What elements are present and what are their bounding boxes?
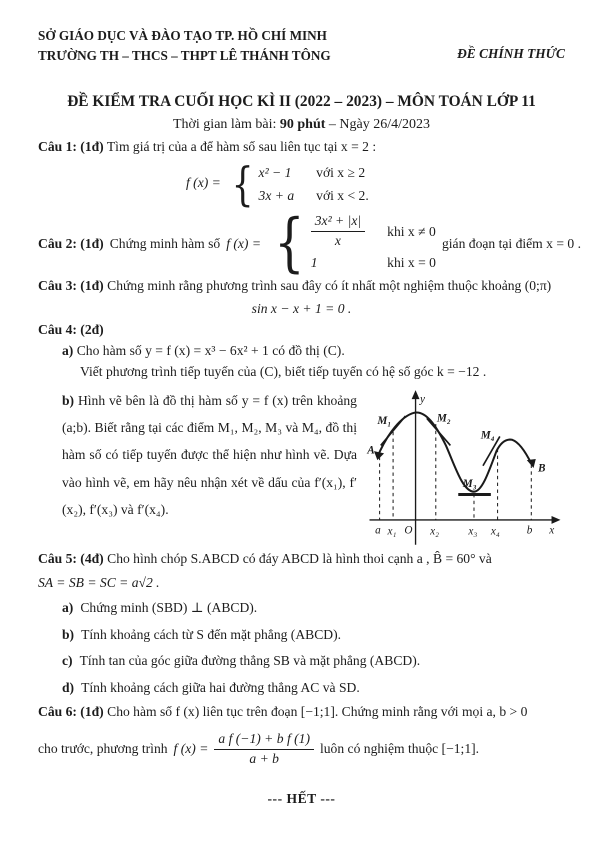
item-b-marker: b) [62, 392, 75, 408]
school-name: TRƯỜNG TH – THCS – THPT LÊ THÁNH TÔNG [38, 47, 331, 63]
question-2-tail: gián đoạn tại điểm x = 0 . [441, 235, 582, 251]
case-2-expr: 3x + a [258, 188, 295, 204]
graph-label-M3: M₃ [462, 477, 477, 490]
case-1-cond: khi x ≠ 0 [387, 224, 436, 240]
fraction-denominator: x [334, 233, 341, 249]
exam-type-label: ĐỀ CHÍNH THỨC [457, 45, 565, 61]
question-2-text: Chứng minh hàm số [109, 235, 221, 251]
item-d-marker: d) [62, 679, 75, 695]
time-suffix: – Ngày 26/4/2023 [325, 117, 431, 133]
graph-label-M2: M₂ [436, 412, 451, 425]
function-curve [378, 412, 531, 491]
graph-label-A: A [367, 443, 375, 456]
question-6-formula-line [38, 731, 565, 768]
function-notation: f (x) = [226, 235, 262, 251]
time-prefix: Thời gian làm bài: [172, 117, 280, 133]
graph-label-b: b [526, 523, 533, 536]
end-marker: --- HẾT --- [267, 790, 336, 806]
graph-label-x2: x₂ [430, 525, 440, 538]
question-4a [38, 340, 565, 361]
question-6-text-continued: cho trước, phương trình [38, 741, 168, 757]
left-brace: { [274, 206, 305, 281]
question-5d [38, 675, 565, 702]
exam-title: ĐỀ KIỂM TRA CUỐI HỌC KÌ II (2022 – 2023) – MÔN TOÁN LỚP 11 [67, 92, 536, 110]
graph-label-O: O [404, 523, 413, 536]
question-5c [38, 648, 565, 675]
question-5c-text: Tính tan của góc giữa đường thẳng SB và mặt phẳng (ABCD). [79, 653, 421, 669]
question-4-label-line [38, 319, 565, 340]
question-2-label: Câu 2: (1đ) [38, 235, 104, 251]
question-5-label: Câu 5: (4đ) [38, 550, 104, 566]
question-1-label: Câu 1: (1đ) [38, 139, 104, 155]
question-4b-text: Hình vẽ bên là đồ thị hàm số y = f (x) trên khoảng (a;b). Biết rằng tại các điểm M₁, M₂, M₃ và M₄, đồ thị hàm số có tiếp tuyến được thể hiện như hình vẽ. Dựa vào hình vẽ, em hãy nêu nhận xét về dấu của f′(x₁), f′(x₂), f′(x₃) và f′(x₄). [62, 392, 357, 518]
case-1-expr: x² − 1 [258, 165, 292, 181]
piecewise-function [267, 206, 436, 281]
item-a-marker: a) [62, 343, 74, 359]
graph-label-x: x [549, 523, 555, 536]
question-5a [38, 595, 565, 622]
function-notation: f (x) = [173, 741, 209, 757]
fraction-numerator: a f (−1) + b f (1) [214, 731, 314, 750]
piecewise-function [224, 157, 369, 212]
case-2-expr: 1 [310, 255, 318, 271]
question-4a-continued: Viết phương trình tiếp tuyến của (C), biết tiếp tuyến có hệ số góc k = −12 . [80, 364, 487, 380]
issuer-block [38, 26, 331, 66]
question-6-tail: luôn có nghiệm thuộc [−1;1]. [319, 741, 480, 757]
exam-subtitle [38, 114, 565, 136]
piecewise-cases [311, 213, 436, 273]
item-a-marker: a) [62, 600, 74, 616]
question-4b [38, 387, 565, 547]
left-brace: { [231, 157, 254, 212]
question-5a-text: Chứng minh (SBD) ⊥ (ABCD). [80, 600, 258, 616]
graph-label-M4: M₄ [480, 429, 495, 442]
question-2 [38, 206, 582, 281]
fraction-numerator: 3x² + |x| [311, 213, 365, 232]
question-5-text-line1: Cho hình chóp S.ABCD có đáy ABCD là hình thoi cạnh a , B̂ = 60° và [107, 550, 492, 566]
graph-label-M1: M₁ [377, 414, 392, 427]
y-axis-arrow [412, 390, 420, 399]
question-4-label: Câu 4: (2đ) [38, 322, 104, 338]
item-b-marker: b) [62, 626, 75, 642]
question-5d-text: Tính khoảng cách giữa hai đường thẳng AC và SD. [81, 679, 360, 695]
question-1-formula [186, 157, 565, 212]
graph-label-x4: x₄ [490, 525, 500, 538]
question-4a-text: Cho hàm số y = f (x) = x³ − 6x² + 1 có đồ thị (C). [76, 343, 345, 359]
time-duration: 90 phút [279, 117, 326, 133]
question-5-text-line2: SA = SB = SC = a√2 . [38, 575, 160, 590]
question-6-label: Câu 6: (1đ) [38, 704, 104, 720]
function-graph [365, 389, 565, 547]
graph-label-x3: x₃ [468, 525, 478, 538]
question-5b [38, 622, 565, 649]
graph-label-a: a [375, 523, 381, 536]
curve-end-arrow-A [374, 451, 384, 460]
question-5 [38, 547, 565, 596]
question-6-text: Cho hàm số f (x) liên tục trên đoạn [−1;1]. Chứng minh rằng với mọi a, b > 0 [107, 704, 528, 720]
question-3-text: Chứng minh rằng phương trình sau đây có ít nhất một nghiệm thuộc khoảng (0;π) [107, 278, 552, 294]
item-c-marker: c) [62, 653, 73, 669]
function-notation: f (x) = [186, 175, 221, 191]
fraction [214, 731, 314, 768]
graph-label-y: y [420, 393, 426, 406]
question-5b-text: Tính khoảng cách từ S đến mặt phẳng (ABCD). [81, 626, 342, 642]
fraction-denominator: a + b [249, 750, 279, 766]
document-header [38, 26, 565, 66]
question-1 [38, 136, 565, 157]
x-axis-arrow [552, 515, 561, 523]
question-3-equation: sin x − x + 1 = 0 . [251, 301, 352, 317]
department-name: SỞ GIÁO DỤC VÀ ĐÀO TẠO TP. HỒ CHÍ MINH [38, 28, 327, 43]
question-6 [38, 701, 565, 722]
case-2-cond: với x < 2. [316, 188, 369, 204]
graph-label-B: B [538, 461, 546, 474]
question-1-text: Tìm giá trị của a để hàm số sau liên tục tại x = 2 : [106, 139, 377, 155]
fraction [311, 213, 365, 250]
case-2-cond: khi x = 0 [387, 255, 436, 271]
graph-label-x1: x₁ [387, 525, 397, 538]
case-1-cond: với x ≥ 2 [316, 165, 366, 181]
question-3-label: Câu 3: (1đ) [38, 278, 104, 294]
piecewise-cases [259, 162, 369, 206]
